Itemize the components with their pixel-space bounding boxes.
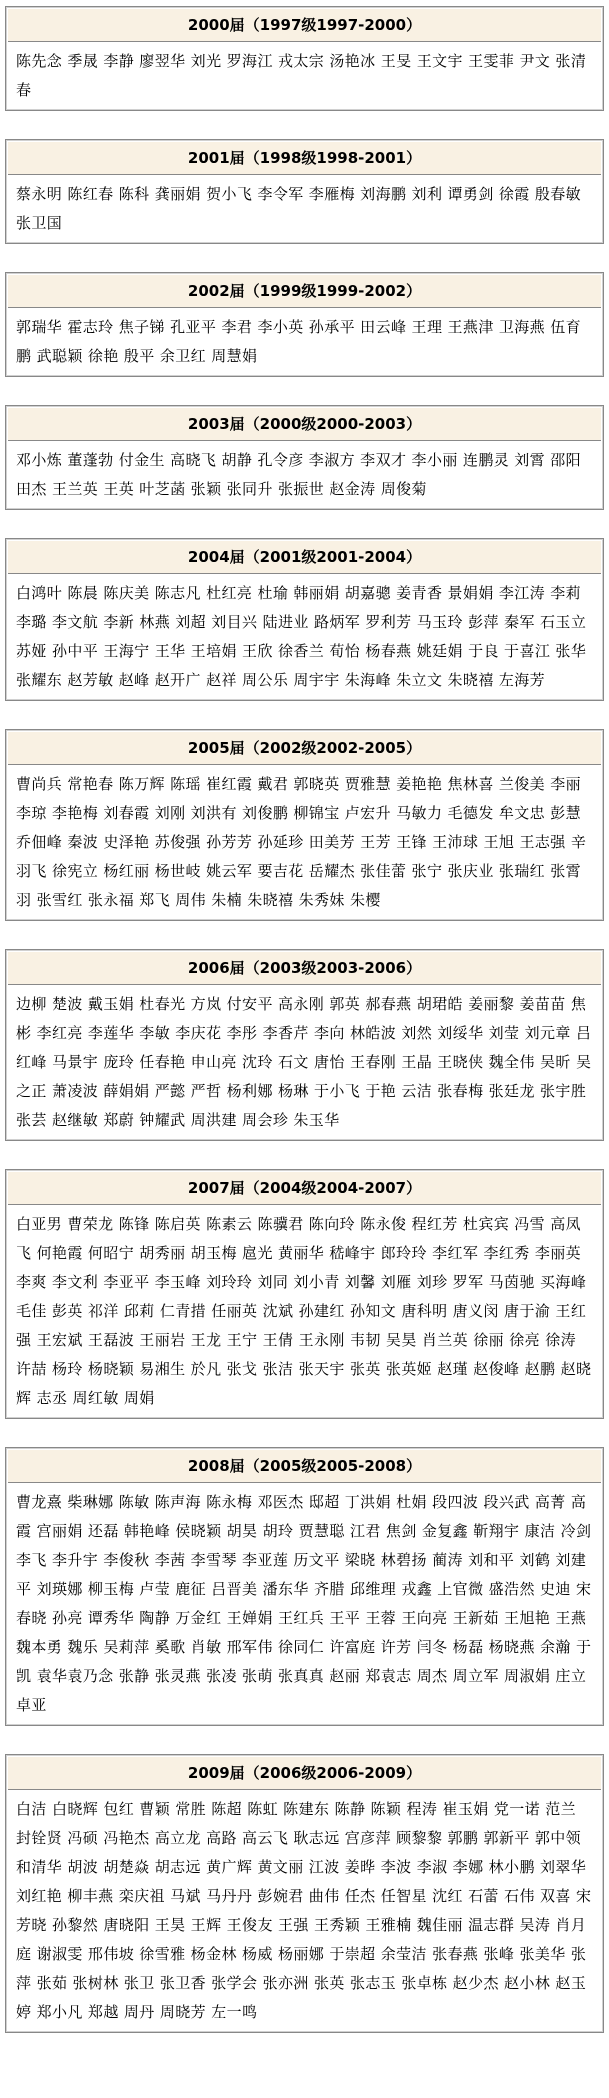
class-names: 蔡永明 陈红春 陈科 龚丽娟 贺小飞 李令军 李雁梅 刘海鹏 刘利 谭勇剑 徐霞 殷春敏 张卫国 [16, 185, 582, 232]
class-title: 2006届（2003级2003-2006） [8, 952, 601, 985]
class-names: 白鸿叶 陈晨 陈庆美 陈志凡 杜红亮 杜瑜 韩丽娟 胡嘉骢 姜青香 景娟娟 李江涛 李莉 李璐 李文航 李新 林燕 刘超 刘目兴 陆进业 路炳军 罗利芳 马玉玲 彭萍 秦军 石玉立 苏娅 孙中平 王海宁 王华 王培娟 王欣 徐香兰 荀怡 杨春燕 姚廷娟 于良 于喜江 张华 张耀东 赵芳敏 赵峰 赵开广 赵祥 周公乐 周宇宇 朱海峰 朱立文 朱晓禧 左海芳 [16, 584, 587, 689]
class-title: 2008届（2005级2005-2008） [8, 1450, 601, 1483]
class-card-2008 [5, 1447, 604, 1726]
class-title: 2007届（2004级2004-2007） [8, 1172, 601, 1205]
class-title: 2005届（2002级2002-2005） [8, 732, 601, 765]
class-names: 白洁 白晓辉 包红 曹颖 常胜 陈超 陈虹 陈建东 陈静 陈颖 程涛 崔玉娟 党一诺 范兰 封铨贤 冯硕 冯艳杰 高立龙 高路 高云飞 耿志远 宫彦萍 顾黎黎 郭鹏 郭新平 郭中领 和清华 胡波 胡楚焱 胡志远 黄广辉 黄文丽 江波 姜晔 李波 李淑 李娜 林小鹏 刘翠华 刘红艳 柳丰燕 栾庆祖 马斌 马丹丹 彭婉君 曲伟 任杰 任智星 沈红 石蕾 石伟 双喜 宋芳晓 孙黎然 唐晓阳 王昊 王辉 王俊友 王强 王秀颖 王雅楠 魏佳丽 温志群 吴涛 肖月庭 谢淑雯 邢伟坡 徐雪雅 杨金林 杨威 杨丽娜 于崇超 余莹洁 张春燕 张峰 张美华 张萍 张茹 张树林 张卫 张卫香 张学会 张亦洲 张英 张志玉 张卓栋 赵少杰 赵小林 赵玉婷 郑小凡 郑越 周丹 周晓芳 左一鸣 [16, 1800, 592, 2021]
class-title: 2009届（2006级2006-2009） [8, 1757, 601, 1790]
class-card-2006 [5, 949, 604, 1141]
class-title: 2000届（1997级1997-2000） [8, 9, 601, 42]
class-card-2003 [5, 405, 604, 510]
class-title: 2001届（1998级1998-2001） [8, 142, 601, 175]
class-names: 白亚男 曹荣龙 陈锋 陈启英 陈素云 陈骥君 陈向玲 陈永俊 程红芳 杜宾宾 冯雪 高凤飞 何艳霞 何昭宁 胡秀丽 胡玉梅 扈光 黄丽华 嵇峰宇 郎玲玲 李红军 李红秀 李丽英 李爽 李文利 李亚平 李玉峰 刘玲玲 刘同 刘小青 刘馨 刘雁 刘珍 罗军 马茵驰 买海峰 毛佳 彭英 祁洋 邱莉 仁青措 任丽英 沈斌 孙建红 孙知文 唐科明 唐义闵 唐于渝 王红强 王宏斌 王磊波 王丽岩 王龙 王宁 王倩 王永刚 韦韧 吴昊 肖兰英 徐丽 徐亮 徐涛 许喆 杨玲 杨晓颖 易湘生 於凡 张戈 张洁 张天宇 张英 张英姬 赵瑾 赵俊峰 赵鹏 赵晓辉 志丞 周红敏 周娟 [16, 1215, 592, 1407]
class-names: 陈先念 季晟 李静 廖翌华 刘光 罗海江 戎太宗 汤艳冰 王旻 王文宇 王雯菲 尹文 张清春 [16, 52, 587, 99]
class-names: 邓小炼 董蓬勃 付金生 高晓飞 胡静 孔令彦 李淑方 李双才 李小丽 连鹏灵 刘霄 邵阳 田杰 王兰英 王英 叶芝菡 张颖 张同升 张振世 赵金涛 周俊菊 [16, 451, 582, 498]
class-card-2007 [5, 1169, 604, 1419]
class-card-2005 [5, 729, 604, 921]
class-card-2009 [5, 1754, 604, 2033]
class-names: 郭瑞华 霍志玲 焦子锑 孔亚平 李君 李小英 孙承平 田云峰 王理 王燕津 卫海燕 伍育鹏 武聪颖 徐艳 殷平 余卫红 周慧娟 [16, 318, 582, 365]
class-names: 曹龙熹 柴琳娜 陈敏 陈声海 陈永梅 邓医杰 邸超 丁洪娟 杜娟 段四波 段兴武 高菁 高霞 宫丽娟 还磊 韩艳峰 侯晓颖 胡昊 胡玲 贾慧聪 江君 焦剑 金复鑫 靳翔宇 康洁 冷剑 李飞 李升宇 李俊秋 李茜 李雪琴 李亚莲 历文平 梁晓 林碧扬 蔺涛 刘和平 刘鹤 刘建平 刘瑛娜 柳玉梅 卢莹 鹿征 吕晋美 潘东华 齐腊 邱维理 戎鑫 上官微 盛浩然 史迪 宋春晓 孙亮 谭秀华 陶静 万金红 王婵娟 王红兵 王平 王蓉 王向亮 王新茹 王旭艳 王燕 魏本勇 魏乐 吴莉萍 奚歌 肖敏 邢军伟 徐同仁 许富庭 许芳 闫冬 杨磊 杨晓燕 余瀚 于凯 袁华袁乃念 张静 张灵燕 张凌 张萌 张真真 赵丽 郑袁志 周杰 周立军 周淑娟 庄立 卓亚 [16, 1493, 592, 1714]
class-card-2001 [5, 139, 604, 244]
class-title: 2002届（1999级1999-2002） [8, 275, 601, 308]
class-title: 2004届（2001级2001-2004） [8, 541, 601, 574]
class-names: 曹尚兵 常艳春 陈万辉 陈瑶 崔红霞 戴君 郭晓英 贾雅慧 姜艳艳 焦林喜 兰俊美 李丽 李琼 李艳梅 刘春霞 刘刚 刘洪有 刘俊鹏 柳锦宝 卢宏升 马敏力 毛德发 牟文忠 彭慧 乔佃峰 秦波 史泽艳 苏俊强 孙芳芳 孙延珍 田美芳 王芳 王锋 王沛球 王旭 王志强 辛羽飞 徐宪立 杨红丽 杨世岐 姚云军 要吉花 岳耀杰 张佳蕾 张宁 张庆业 张瑞红 张霄羽 张雪红 张永福 郑飞 周伟 朱楠 朱晓禧 朱秀妹 朱樱 [16, 775, 587, 909]
class-card-2004 [5, 538, 604, 701]
class-card-2000 [5, 6, 604, 111]
class-card-2002 [5, 272, 604, 377]
class-names: 边柳 楚波 戴玉娟 杜春光 方岚 付安平 高永刚 郭英 郝春燕 胡珺皓 姜丽黎 姜苗苗 焦彬 李红亮 李莲华 李敏 李庆花 李彤 李香芹 李向 林皓波 刘然 刘绥华 刘莹 刘元章 吕红峰 马景宇 庞玲 任春艳 申山亮 沈玲 石文 唐怡 王春刚 王晶 王晓侠 魏全伟 吴昕 吴之正 萧凌波 薛娟娟 严懿 严哲 杨利娜 杨琳 于小飞 于艳 云洁 张春梅 张廷龙 张宇胜 张芸 赵继敏 郑蔚 钟耀武 周洪建 周会珍 朱玉华 [16, 995, 592, 1129]
class-title: 2003届（2000级2000-2003） [8, 408, 601, 441]
